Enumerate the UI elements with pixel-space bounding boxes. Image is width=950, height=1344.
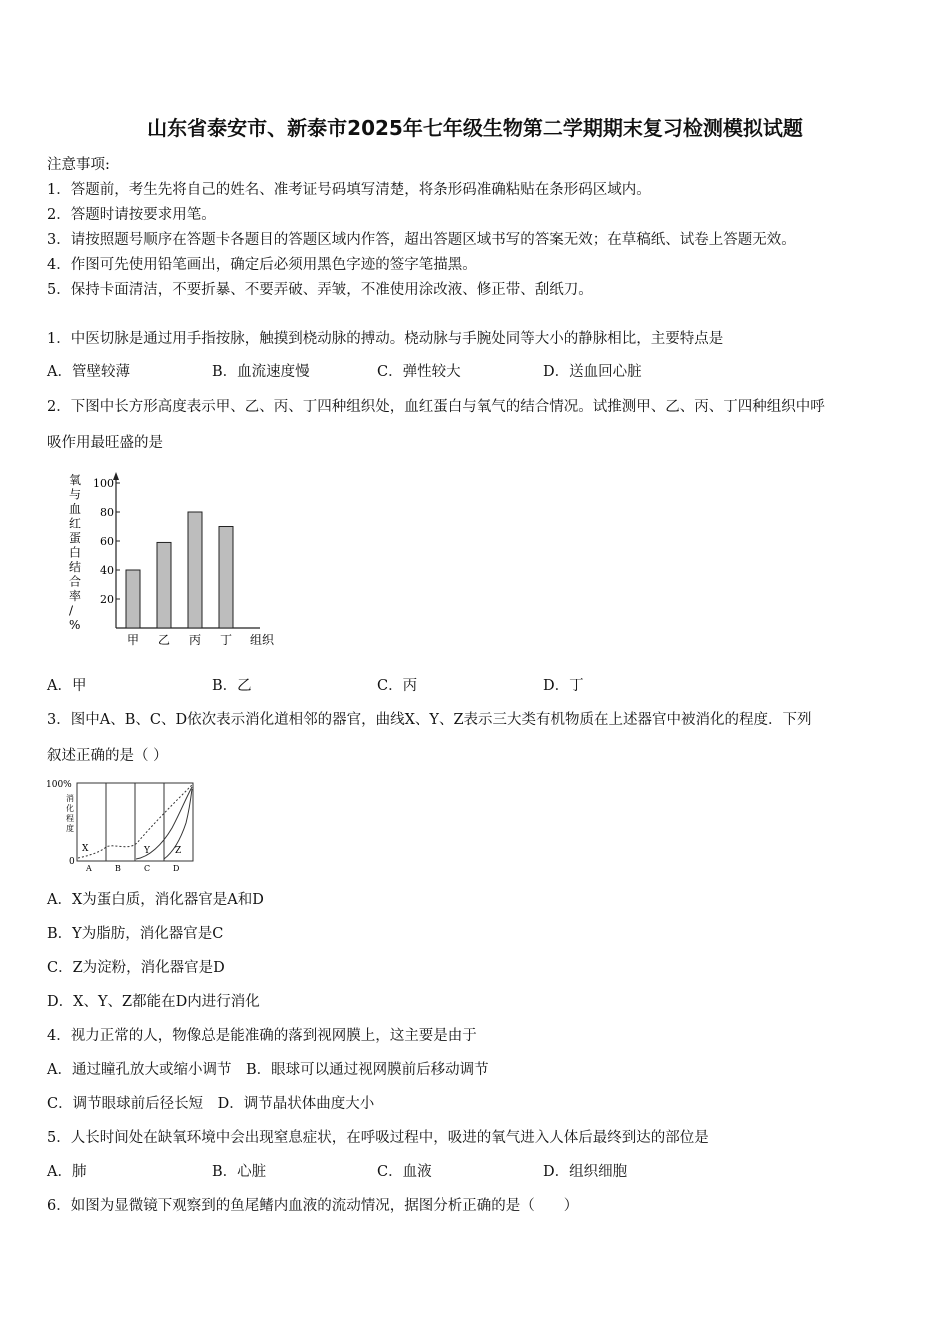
y-tick-label: 60 bbox=[100, 535, 114, 548]
y-tick-label: 20 bbox=[100, 593, 114, 606]
fig-ylabel: 消 化 程 度 bbox=[66, 794, 74, 833]
digestion-figure bbox=[44, 773, 204, 873]
question-5-stem: 5．人长时间处在缺氧环境中会出现窒息症状，在呼吸过程中，吸进的氧气进入人体后最终到达的部位是 bbox=[47, 1130, 709, 1146]
q1-option-b[interactable]: B．血流速度慢 bbox=[212, 364, 310, 380]
curve-x-label: X bbox=[82, 844, 89, 854]
q4-options-ab[interactable]: A．通过瞳孔放大或缩小调节 B．眼球可以通过视网膜前后移动调节 bbox=[47, 1062, 489, 1078]
q2-option-a[interactable]: A．甲 bbox=[47, 678, 87, 694]
notice-item: 5．保持卡面清洁，不要折暴、不要弄破、弄皱，不准使用涂改液、修正带、刮纸刀。 bbox=[47, 282, 593, 298]
bar-甲 bbox=[126, 570, 140, 628]
x-tick-label: 丁 bbox=[219, 633, 233, 647]
q2-option-c[interactable]: C．丙 bbox=[377, 678, 418, 694]
q5-option-c[interactable]: C．血液 bbox=[377, 1164, 432, 1180]
fig-ytop-label: 100% bbox=[46, 780, 72, 790]
q5-option-b[interactable]: B．心脏 bbox=[212, 1164, 267, 1180]
chart-xlabel: 组织 bbox=[250, 633, 275, 647]
bar-chart bbox=[60, 468, 290, 658]
organ-label-d: D bbox=[173, 864, 180, 873]
question-1-stem: 1．中医切脉是通过用手指按脉，触摸到桡动脉的搏动。桡动脉与手腕处同等大小的静脉相比，主要特点是 bbox=[47, 331, 724, 347]
curve-z-label: Z bbox=[175, 846, 182, 856]
bar-丁 bbox=[219, 527, 233, 629]
q4-options-cd[interactable]: C．调节眼球前后径长短 D．调节晶状体曲度大小 bbox=[47, 1096, 375, 1112]
question-6-stem: 6．如图为显微镜下观察到的鱼尾鳍内血液的流动情况，据图分析正确的是（ ） bbox=[47, 1198, 579, 1214]
q5-option-a[interactable]: A．肺 bbox=[47, 1164, 87, 1180]
y-tick-label: 80 bbox=[100, 506, 114, 519]
question-3-stem-cont: 叙述正确的是（ ） bbox=[47, 748, 168, 764]
x-tick-label: 丙 bbox=[188, 633, 202, 647]
y-tick-label: 40 bbox=[100, 564, 114, 577]
x-tick-label: 甲 bbox=[126, 633, 140, 647]
y-tick-label: 100 bbox=[93, 477, 114, 490]
q3-option-a[interactable]: A．X为蛋白质，消化器官是A和D bbox=[47, 892, 264, 908]
q5-option-d[interactable]: D．组织细胞 bbox=[543, 1164, 628, 1180]
notice-item: 3．请按照题号顺序在答题卡各题目的答题区域内作答，超出答题区域书写的答案无效；在草稿纸、试卷上答题无效。 bbox=[47, 232, 796, 248]
question-2-stem: 2．下图中长方形高度表示甲、乙、丙、丁四种组织处，血红蛋白与氧气的结合情况。试推测甲、乙、丙、丁四种组织中呼 bbox=[47, 399, 825, 415]
q3-option-d[interactable]: D．X、Y、Z都能在D内进行消化 bbox=[47, 994, 260, 1010]
q3-option-c[interactable]: C．Z为淀粉，消化器官是D bbox=[47, 960, 225, 976]
organ-label-a: A bbox=[86, 864, 92, 873]
notice-item: 1．答题前，考生先将自己的姓名、准考证号码填写清楚，将条形码准确粘贴在条形码区域内。 bbox=[47, 182, 651, 198]
q1-option-c[interactable]: C．弹性较大 bbox=[377, 364, 461, 380]
question-3-stem: 3．图中A、B、C、D依次表示消化道相邻的器官，曲线X、Y、Z表示三大类有机物质在上述器官中被消化的程度．下列 bbox=[47, 712, 812, 728]
fig-yzero-label: 0 bbox=[69, 857, 75, 867]
notice-item: 4．作图可先使用铅笔画出，确定后必须用黑色字迹的签字笔描黑。 bbox=[47, 257, 477, 273]
q2-option-d[interactable]: D．丁 bbox=[543, 678, 584, 694]
question-2-stem-cont: 吸作用最旺盛的是 bbox=[47, 435, 163, 451]
q3-option-b[interactable]: B．Y为脂肪，消化器官是C bbox=[47, 926, 224, 942]
organ-label-b: B bbox=[115, 864, 121, 873]
bar-乙 bbox=[157, 542, 171, 628]
question-4-stem: 4．视力正常的人，物像总是能准确的落到视网膜上，这主要是由于 bbox=[47, 1028, 477, 1044]
q1-option-a[interactable]: A．管壁较薄 bbox=[47, 364, 130, 380]
curve-y-label: Y bbox=[144, 846, 150, 856]
page-title: 山东省泰安市、新泰市2025年七年级生物第二学期期末复习检测模拟试题 bbox=[147, 116, 803, 140]
q1-option-d[interactable]: D．送血回心脏 bbox=[543, 364, 642, 380]
organ-label-c: C bbox=[144, 864, 151, 873]
x-tick-label: 乙 bbox=[157, 633, 171, 647]
bar-丙 bbox=[188, 512, 202, 628]
notice-heading: 注意事项: bbox=[47, 157, 110, 173]
q2-option-b[interactable]: B．乙 bbox=[212, 678, 252, 694]
notice-item: 2．答题时请按要求用笔。 bbox=[47, 207, 216, 223]
chart-ylabel: 氧与血红蛋白结合率/ % bbox=[69, 473, 82, 632]
